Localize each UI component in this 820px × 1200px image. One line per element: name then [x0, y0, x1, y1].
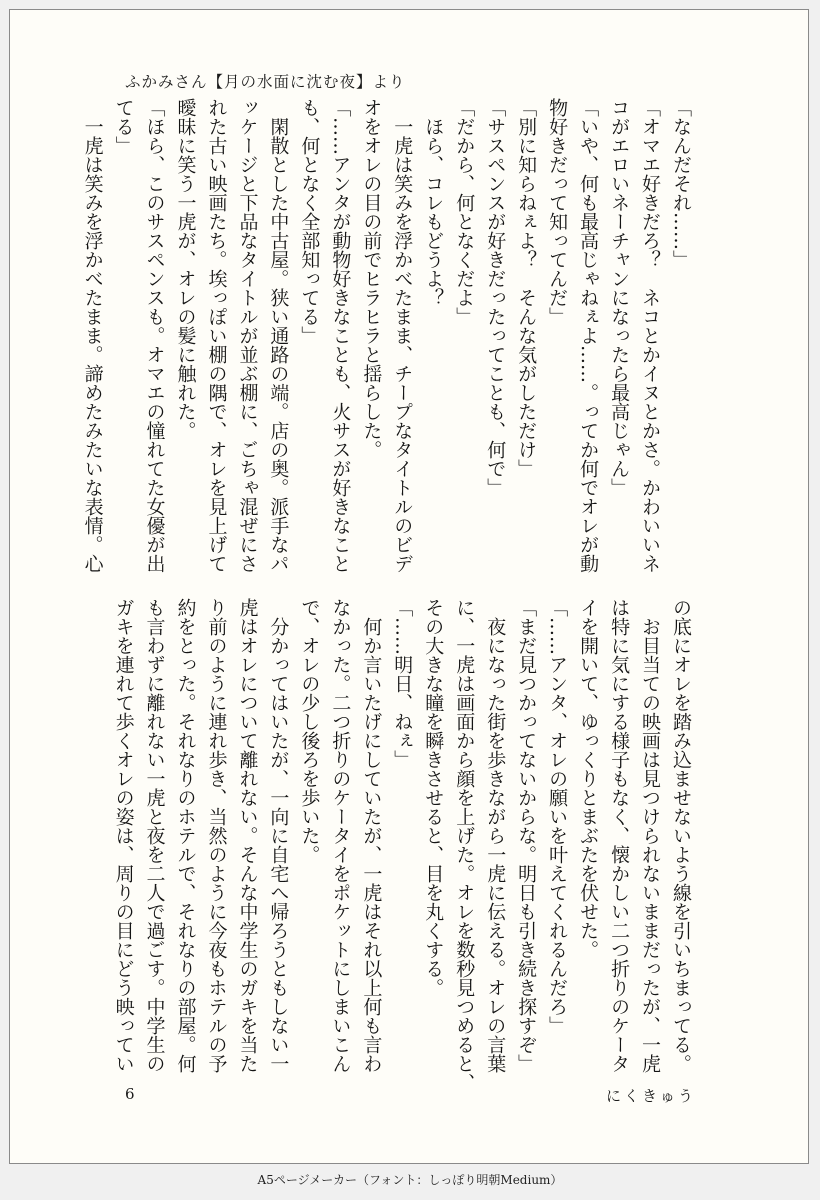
bottom-text-line: で、オレの少し後ろを歩いた。 [298, 598, 321, 864]
top-text-line: 「サスペンスが好きだったってことも、何で」 [484, 98, 507, 497]
top-text-line: コがエロいネーチャンになったら最高じゃん」 [608, 98, 631, 497]
top-text-line: 閑散とした中古屋。狭い通路の端。店の奥。派手なパ [267, 98, 290, 573]
top-text-line: 「別に知らねぇよ？ そんな気がしただけ」 [515, 98, 538, 478]
bottom-text-line: ガキを連れて歩くオレの姿は、周りの目にどう映ってい [112, 598, 135, 1073]
top-text-line: 「いや、何も最高じゃねぇよ……。ってか何でオレが動 [577, 98, 600, 573]
top-text-line: 曖昧に笑う一虎が、オレの髪に触れた。 [174, 98, 197, 440]
top-text-line: オをオレの目の前でヒラヒラと揺らした。 [360, 98, 383, 459]
footer-title: にくきゅう [605, 1087, 696, 1105]
top-text-line: 「オマエ好きだろ？ ネコとかイヌとかさ。かわいいネ [639, 98, 662, 573]
top-text-line: 「ほら、このサスペンスも。オマエの憧れてた女優が出 [143, 98, 166, 573]
top-text-line: 一虎は笑みを浮かべたまま。諦めたみたいな表情。心 [81, 98, 104, 573]
page-maker-caption: A5ページメーカー（フォント：しっぽり明朝Medium） [257, 1173, 563, 1187]
bottom-text-line: り前のように連れ歩き、当然のように今夜もホテルの予 [205, 598, 228, 1073]
book-page [9, 9, 809, 1164]
bottom-text-line: は特に気にする様子もなく、懐かしい二つ折りのケータ [608, 598, 631, 1073]
top-text-line: 「だから、何となくだよ」 [453, 98, 476, 326]
bottom-text-line: 何か言いたげにしていたが、一虎はそれ以上何も言わ [360, 598, 383, 1073]
bottom-text-line: なかった。二つ折りのケータイをポケットにしまいこん [329, 598, 352, 1073]
text-block-top [81, 98, 696, 573]
bottom-text-line: 「……アンタ、オレの願いを叶えてくれるんだろ」 [546, 598, 569, 1035]
bottom-text-line: の底にオレを踏み込ませないよう線を引いちまってる。 [670, 598, 692, 1073]
bottom-text-line: お目当ての映画は見つけられないままだったが、一虎 [639, 598, 662, 1073]
page-header: ふかみさん【月の水面に沈む夜】より [125, 73, 406, 91]
bottom-text-line: 「……明日、ねぇ」 [391, 598, 414, 769]
page-number: 6 [125, 1085, 135, 1103]
bottom-text-line: イを開いて、ゆっくりとまぶたを伏せた。 [577, 598, 600, 959]
top-text-line: 一虎は笑みを浮かべたまま、チープなタイトルのビデ [391, 98, 414, 573]
top-text-line: ほら、コレもどうよ？ [422, 98, 445, 307]
bottom-text-line: 夜になった街を歩きながら一虎に伝える。オレの言葉 [484, 598, 507, 1073]
bottom-text-line: 「まだ見つかってないからな。明日も引き続き探すぞ」 [515, 598, 538, 1073]
top-text-line: ッケージと下品なタイトルが並ぶ棚に、ごちゃ混ぜにさ [236, 98, 259, 573]
top-text-line: れた古い映画たち。埃っぽい棚の隅で、オレを見上げて [205, 98, 228, 573]
bottom-text-line: 虎はオレについて離れない。そんな中学生のガキを当た [236, 598, 259, 1073]
top-text-line: 「……アンタが動物好きなことも、火サスが好きなこと [329, 98, 352, 573]
bottom-text-line: も言わずに離れない一虎と夜を二人で過ごす。中学生の [143, 598, 166, 1073]
top-text-line: 「なんだそれ……」 [670, 98, 692, 269]
top-text-line: も、何となく全部知ってる」 [298, 98, 321, 345]
bottom-text-line: 約をとった。それなりのホテルで、それなりの部屋。何 [174, 598, 197, 1073]
top-text-line: 物好きだって知ってんだ」 [546, 98, 569, 326]
bottom-text-line: 分かってはいたが、一向に自宅へ帰ろうともしない一 [267, 598, 290, 1073]
bottom-text-line: に、一虎は画面から顔を上げた。オレを数秒見つめると、 [453, 598, 476, 1092]
bottom-text-line: その大きな瞳を瞬きさせると、目を丸くする。 [422, 598, 445, 997]
text-block-bottom [111, 598, 696, 1092]
top-text-line: てる」 [112, 98, 135, 155]
